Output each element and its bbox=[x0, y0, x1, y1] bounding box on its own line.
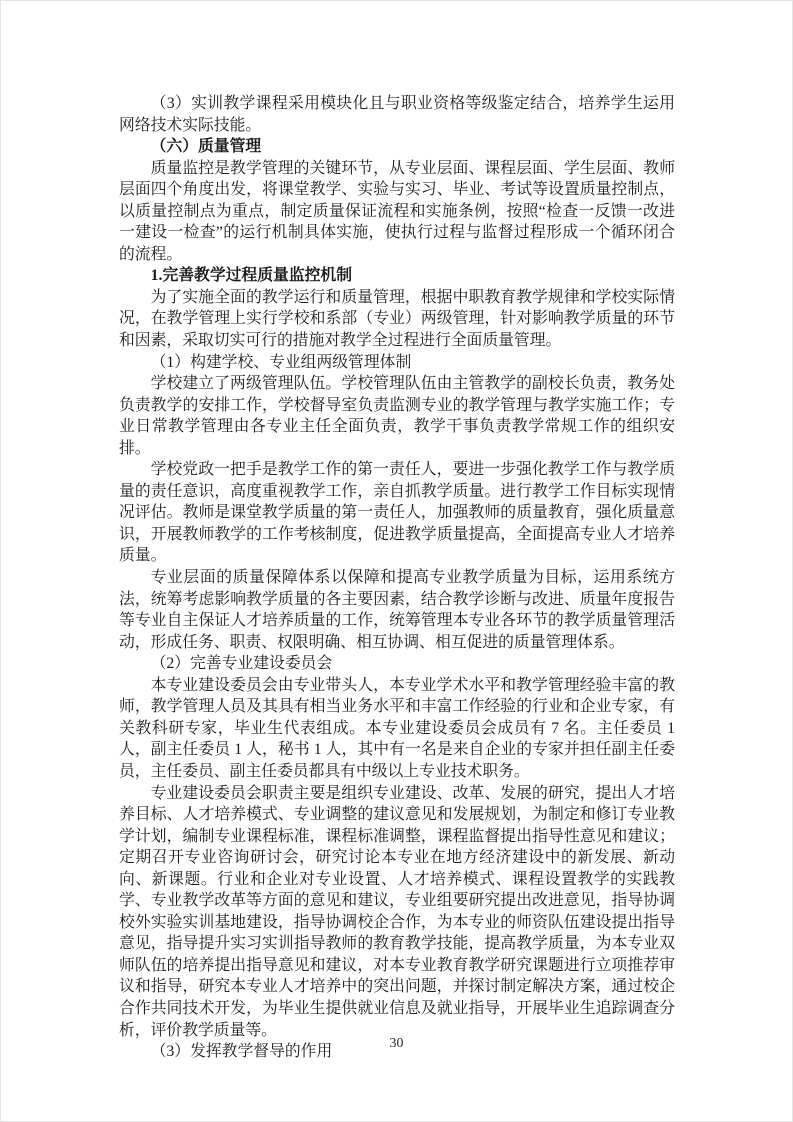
paragraph: 专业层面的质量保障体系以保障和提高专业教学质量为目标，运用系统方法，统筹考虑影响教学质量的各主要因素，结合教学诊断与改进、质量年度报告等专业自主保证人才培养质量的工作，统筹管理本专业各环节的教学质量管理活动，形成任务、职责、权限明确、相互协调、相互促进的质量管理体系。 bbox=[119, 569, 675, 651]
page-number: 30 bbox=[389, 1036, 404, 1051]
paragraph: 专业建设委员会职责主要是组织专业建设、改革、发展的研究，提出人才培养目标、人才培养模式、专业调整的建议意见和发展规划，为制定和修订专业教学计划，编制专业课程标准，课程标准调整，课程监督提出指导性意见和建议；定期召开专业咨询研讨会，研究讨论本专业在地方经济建设中的新发展、新动向、新课题。行业和企业对专业设置、人才培养模式、课程设置教学的实践教学、专业教学改革等方面的意见和建议，专业组要研究提出改进意见，指导协调校外实验实训基地建设，指导协调校企合作，为本专业的师资队伍建设提出指导意见，指导提升实习实训指导教师的教育教学技能，提高教学质量，为本专业双师队伍的培养提出指导意见和建议，对本专业教育教学研究课题进行立项推荐审议和指导，研究本专业人才培养中的突出问题，并探讨制定解决方案，通过校企合作共同技术开发，为毕业生提供就业信息及就业指导，开展毕业生追踪调查分析，评价教学质量等。 bbox=[119, 784, 675, 1039]
sub-heading: （3）发挥教学督导的作用 bbox=[150, 1043, 333, 1061]
paragraph: 学校建立了两级管理队伍。学校管理队伍由主管教学的副校长负责，教务处负责教学的安排工作，学校督导室负责监测专业的教学管理与教学实施工作；专业日常教学管理由各专业主任全面负责，教学干事负责教学常规工作的组织安排。 bbox=[119, 375, 675, 457]
paragraph: 质量监控是教学管理的关键环节，从专业层面、课程层面、学生层面、教师层面四个角度出发，将课堂教学、实验与实习、毕业、考试等设置质量控制点，以质量控制点为重点，制定质量保证流程和实施条例，按照“检查一反馈一改进一建设一检查”的运行机制具体实施，使执行过程与监督过程形成一个循环闭合的流程。 bbox=[119, 159, 675, 263]
sub-heading: （2）完善专业建设委员会 bbox=[150, 655, 333, 673]
numbered-heading: 1.完善教学过程质量监控机制 bbox=[150, 267, 353, 285]
document-body bbox=[119, 93, 675, 1063]
paragraph: 学校党政一把手是教学工作的第一责任人，要进一步强化教学工作与教学质量的责任意识，高度重视教学工作，亲自抓教学质量。进行教学工作目标实现情况评估。教师是课堂教学质量的第一责任人，加强教师的质量教育，强化质量意识，开展教师教学的工作考核制度，促进教学质量提高，全面提高专业人才培养质量。 bbox=[119, 461, 675, 565]
paragraph: 为了实施全面的教学运行和质量管理，根据中职教育教学规律和学校实际情况，在教学管理上实行学校和系部（专业）两级管理，针对影响教学质量的环节和因素，采取切实可行的措施对教学全过程进行全面质量管理。 bbox=[119, 288, 675, 350]
section-heading: （六）质量管理 bbox=[150, 138, 262, 156]
paragraph: （3）实训教学课程采用模块化且与职业资格等级鉴定结合，培养学生运用网络技术实际技能。 bbox=[119, 95, 675, 134]
paragraph: 本专业建设委员会由专业带头人，本专业学术水平和教学管理经验丰富的教师，教学管理人员及其具有相当业务水平和丰富工作经验的行业和企业专家，有关教科研专家，毕业生代表组成。本专业建设委员会成员有 7 名。主任委员 1 人，副主任委员 1 人，秘书 1 人，其中有一名是来自企业的专家并担任副主任委员，主任委员、副主任委员都具有中级以上专业技术职务。 bbox=[119, 676, 675, 780]
page-footer bbox=[0, 1034, 793, 1052]
sub-heading: （1）构建学校、专业组两级管理体制 bbox=[150, 353, 412, 371]
